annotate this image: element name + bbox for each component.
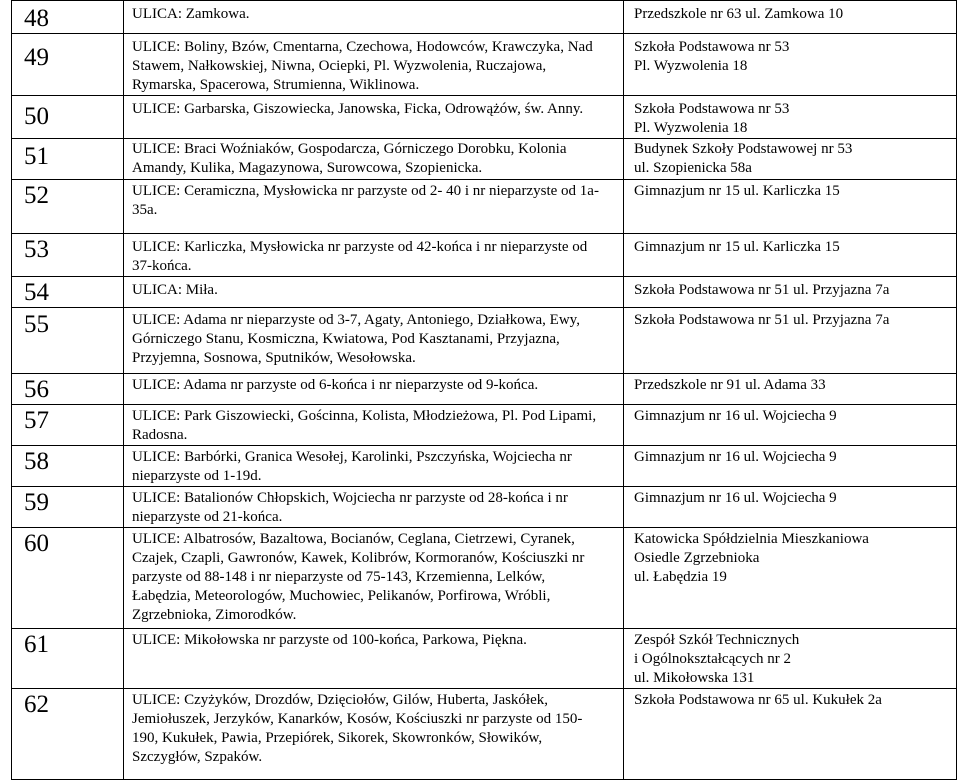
district-streets <box>124 34 624 96</box>
streets-line: ULICA: Miła. <box>132 282 218 298</box>
polling-station-line: Zespół Szkół Technicznych <box>634 632 800 648</box>
district-number: 49 <box>12 34 124 96</box>
district-streets <box>124 487 624 528</box>
polling-station-line: Osiedle Zgrzebnioka <box>634 550 760 566</box>
polling-station-line: Szkoła Podstawowa nr 53 <box>634 39 790 55</box>
streets-line: Jemiołuszek, Jerzyków, Kanarków, Kosów, Kościuszki nr parzyste od 150- <box>132 711 583 727</box>
district-row <box>12 446 957 487</box>
district-number: 48 <box>12 1 124 34</box>
streets-line: parzyste od 88-148 i nr nieparzyste od 75-143, Krzemienna, Lelków, <box>132 569 546 585</box>
polling-station <box>624 446 957 487</box>
polling-station-line: Przedszkole nr 63 ul. Zamkowa 10 <box>634 6 844 22</box>
district-streets <box>124 629 624 689</box>
district-streets <box>124 528 624 629</box>
district-streets <box>124 446 624 487</box>
polling-station-line: ul. Łabędzia 19 <box>634 569 727 585</box>
polling-station-line: Katowicka Spółdzielnia Mieszkaniowa <box>634 531 869 547</box>
streets-line: ULICE: Garbarska, Giszowiecka, Janowska, Ficka, Odrowążów, św. Anny. <box>132 101 584 117</box>
streets-line: ULICA: Zamkowa. <box>132 6 250 22</box>
polling-station-line: Pl. Wyzwolenia 18 <box>634 120 748 136</box>
district-row <box>12 34 957 96</box>
district-number: 60 <box>12 528 124 629</box>
polling-station-line: Szkoła Podstawowa nr 65 ul. Kukułek 2a <box>634 692 882 708</box>
district-number: 61 <box>12 629 124 689</box>
polling-station <box>624 1 957 34</box>
streets-line: ULICE: Czyżyków, Drozdów, Dzięciołów, Gilów, Huberta, Jaskółek, <box>132 692 549 708</box>
district-streets <box>124 234 624 277</box>
streets-line: 35a. <box>132 202 158 218</box>
streets-line: Górniczego Stanu, Kosmiczna, Kwiatowa, Pod Kasztanami, Przyjazna, <box>132 331 560 347</box>
district-number: 56 <box>12 374 124 405</box>
streets-line: ULICE: Adama nr nieparzyste od 3-7, Agaty, Antoniego, Działkowa, Ewy, <box>132 312 580 328</box>
streets-line: ULICE: Ceramiczna, Mysłowicka nr parzyste od 2- 40 i nr nieparzyste od 1a- <box>132 183 599 199</box>
district-number: 55 <box>12 308 124 374</box>
polling-station-line: Gimnazjum nr 16 ul. Wojciecha 9 <box>634 408 837 424</box>
streets-line: Amandy, Kulika, Magazynowa, Surowcowa, Szopienicka. <box>132 160 483 176</box>
district-row <box>12 1 957 34</box>
district-row <box>12 308 957 374</box>
polling-station <box>624 374 957 405</box>
streets-line: Czajek, Czapli, Gawronów, Kawek, Kolibrów, Kormoranów, Kościuszki nr <box>132 550 585 566</box>
district-table-body <box>12 1 957 780</box>
polling-station <box>624 405 957 446</box>
polling-station-line: Szkoła Podstawowa nr 53 <box>634 101 790 117</box>
polling-station-line: Pl. Wyzwolenia 18 <box>634 58 748 74</box>
district-row <box>12 277 957 308</box>
district-number: 57 <box>12 405 124 446</box>
polling-station <box>624 487 957 528</box>
polling-station <box>624 139 957 180</box>
streets-line: Rymarska, Spacerowa, Strumienna, Wiklinowa. <box>132 77 420 93</box>
polling-station <box>624 629 957 689</box>
streets-line: ULICE: Adama nr parzyste od 6-końca i nr nieparzyste od 9-końca. <box>132 377 539 393</box>
district-row <box>12 139 957 180</box>
polling-station-line: ul. Szopienicka 58a <box>634 160 752 176</box>
district-number: 53 <box>12 234 124 277</box>
streets-line: ULICE: Braci Woźniaków, Gospodarcza, Górniczego Dorobku, Kolonia <box>132 141 567 157</box>
polling-station-line: ul. Mikołowska 131 <box>634 670 755 686</box>
district-number: 62 <box>12 689 124 780</box>
district-row <box>12 180 957 234</box>
polling-station-line: Gimnazjum nr 16 ul. Wojciecha 9 <box>634 449 837 465</box>
streets-line: nieparzyste od 1-19d. <box>132 468 262 484</box>
polling-station <box>624 689 957 780</box>
streets-line: ULICE: Albatrosów, Bazaltowa, Bocianów, Ceglana, Cietrzewi, Cyranek, <box>132 531 575 547</box>
polling-station-line: Budynek Szkoły Podstawowej nr 53 <box>634 141 853 157</box>
district-row <box>12 405 957 446</box>
polling-station-line: Szkoła Podstawowa nr 51 ul. Przyjazna 7a <box>634 312 890 328</box>
streets-line: nieparzyste od 21-końca. <box>132 509 283 525</box>
district-number: 59 <box>12 487 124 528</box>
polling-station <box>624 180 957 234</box>
polling-station <box>624 234 957 277</box>
streets-line: ULICE: Batalionów Chłopskich, Wojciecha nr parzyste od 28-końca i nr <box>132 490 568 506</box>
streets-line: ULICE: Boliny, Bzów, Cmentarna, Czechowa, Hodowców, Krawczyka, Nad <box>132 39 593 55</box>
polling-station <box>624 528 957 629</box>
streets-line: Szczygłów, Szpaków. <box>132 749 263 765</box>
district-streets <box>124 277 624 308</box>
streets-line: 190, Kukułek, Pawia, Przepiórek, Sikorek, Skowronków, Słowików, <box>132 730 543 746</box>
district-streets <box>124 689 624 780</box>
district-row <box>12 629 957 689</box>
polling-station-line: Gimnazjum nr 15 ul. Karliczka 15 <box>634 239 840 255</box>
polling-station-line: Szkoła Podstawowa nr 51 ul. Przyjazna 7a <box>634 282 890 298</box>
polling-station <box>624 277 957 308</box>
district-number: 58 <box>12 446 124 487</box>
district-number: 52 <box>12 180 124 234</box>
district-number: 54 <box>12 277 124 308</box>
district-row <box>12 689 957 780</box>
streets-line: 37-końca. <box>132 258 192 274</box>
district-streets <box>124 180 624 234</box>
district-streets <box>124 96 624 139</box>
streets-line: ULICE: Mikołowska nr parzyste od 100-końca, Parkowa, Piękna. <box>132 632 527 648</box>
district-row <box>12 487 957 528</box>
district-streets <box>124 1 624 34</box>
district-row <box>12 234 957 277</box>
streets-line: Radosna. <box>132 427 188 443</box>
district-table <box>11 0 957 780</box>
district-number: 51 <box>12 139 124 180</box>
district-streets <box>124 308 624 374</box>
polling-station <box>624 34 957 96</box>
polling-station-line: i Ogólnokształcących nr 2 <box>634 651 792 667</box>
district-row <box>12 528 957 629</box>
district-streets <box>124 139 624 180</box>
streets-line: Przyjemna, Sosnowa, Sputników, Wesołowska. <box>132 350 416 366</box>
district-row <box>12 96 957 139</box>
polling-station-line: Przedszkole nr 91 ul. Adama 33 <box>634 377 826 393</box>
streets-line: Zgrzebnioka, Zimorodków. <box>132 607 297 623</box>
polling-station <box>624 96 957 139</box>
district-streets <box>124 374 624 405</box>
streets-line: ULICE: Karliczka, Mysłowicka nr parzyste od 42-końca i nr nieparzyste od <box>132 239 588 255</box>
polling-station-line: Gimnazjum nr 16 ul. Wojciecha 9 <box>634 490 837 506</box>
streets-line: ULICE: Barbórki, Granica Wesołej, Karolinki, Pszczyńska, Wojciecha nr <box>132 449 572 465</box>
streets-line: ULICE: Park Giszowiecki, Gościnna, Kolista, Młodzieżowa, Pl. Pod Lipami, <box>132 408 597 424</box>
streets-line: Łabędzia, Meteorologów, Muchowiec, Pelikanów, Porfirowa, Wróbli, <box>132 588 551 604</box>
streets-line: Stawem, Nałkowskiej, Niwna, Ociepki, Pl. Wyzwolenia, Ruczajowa, <box>132 58 547 74</box>
district-row <box>12 374 957 405</box>
polling-station-line: Gimnazjum nr 15 ul. Karliczka 15 <box>634 183 840 199</box>
district-streets <box>124 405 624 446</box>
district-number: 50 <box>12 96 124 139</box>
polling-station <box>624 308 957 374</box>
